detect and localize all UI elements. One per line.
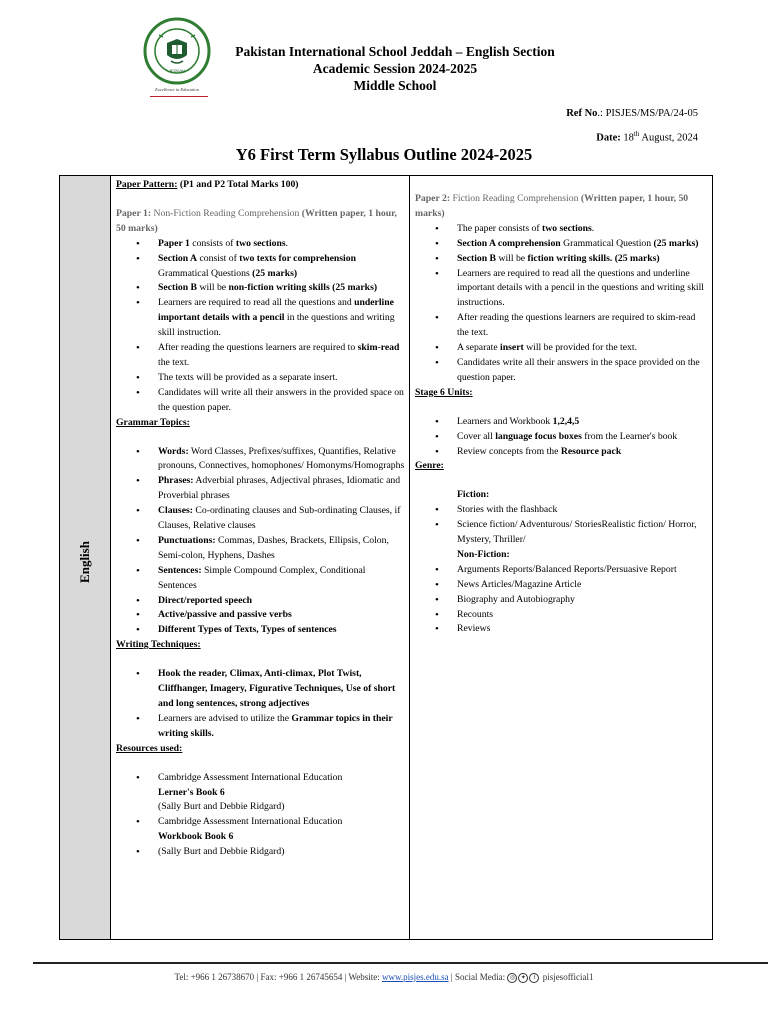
document-date: Date: 18th August, 2024 [596, 130, 698, 144]
list-item: • Learners are required to read all the questions and underline important details with a pencil in the questions and writing skill instruction. [158, 296, 406, 341]
column-divider [409, 176, 410, 939]
list-item: • Direct/reported speech [158, 594, 406, 609]
list-item: • Science fiction/ Adventurous/ StoriesRealistic fiction/ Horror, Mystery, Thriller/ Non-Fiction: [457, 518, 707, 563]
list-item: • The paper consists of two sections. [457, 222, 707, 237]
list-item: • Learners are advised to utilize the Grammar topics in their writing skills. [158, 712, 406, 742]
list-item: • Cambridge Assessment International Education Lerner's Book 6 (Sally Burt and Debbie Ridgard) [158, 771, 406, 816]
footer-fax: | Fax: +966 1 26745654 | Website: [254, 972, 382, 982]
list-item: • Stories with the flashback [457, 503, 707, 518]
resources-heading: Resources used: [116, 742, 183, 754]
fiction-list [415, 503, 707, 563]
list-item: • Section B will be non-fiction writing skills (25 marks) [158, 281, 406, 296]
list-item: • Different Types of Texts, Types of sentences [158, 623, 406, 638]
list-item: • Section A consist of two texts for comprehension Grammatical Questions (25 marks) [158, 252, 406, 282]
twitter-icon[interactable]: ✦ [518, 973, 528, 983]
list-item: • After reading the questions learners are required to skim-read the text. [457, 311, 707, 341]
svg-text:JEDDAH: JEDDAH [168, 68, 186, 73]
units-heading: Stage 6 Units: [415, 386, 473, 398]
list-item: • Review concepts from the Resource pack [457, 445, 707, 460]
list-item: • Hook the reader, Climax, Anti-climax, Plot Twist, Cliffhanger, Imagery, Figurative Techniques, Use of short and long sentences, strong adjectives [158, 667, 406, 712]
list-item: • The texts will be provided as a separate insert. [158, 371, 406, 386]
school-tagline: Excellence in Education [155, 87, 199, 92]
non-fiction-label: Non-Fiction: [457, 548, 510, 560]
list-item: • Paper 1 consists of two sections. [158, 237, 406, 252]
list-item: • After reading the questions learners are required to skim-read the text. [158, 341, 406, 371]
paper-1-list [116, 237, 406, 416]
grammar-heading: Grammar Topics: [116, 416, 190, 428]
list-item: • Biography and Autobiography [457, 593, 707, 608]
school-logo [143, 17, 211, 85]
list-item: • Reviews [457, 622, 707, 637]
list-item: • Active/passive and passive verbs [158, 608, 406, 623]
fiction-label: Fiction: [457, 489, 490, 501]
page-title: Y6 First Term Syllabus Outline 2024-2025 [235, 145, 533, 164]
list-item: • Cambridge Assessment International Education Workbook Book 6 [158, 815, 406, 845]
list-item: • Arguments Reports/Balanced Reports/Persuasive Report [457, 563, 707, 578]
right-column [415, 192, 707, 637]
list-item: • Phrases: Adverbial phrases, Adjectival phrases, Idiomatic and Proverbial phrases [158, 474, 406, 504]
left-column [116, 178, 406, 860]
list-item: • Section A comprehension Grammatical Question (25 marks) [457, 237, 707, 252]
subject-label: English [76, 541, 92, 583]
facebook-icon[interactable]: f [529, 973, 539, 983]
list-item: • A separate insert will be provided for the text. [457, 341, 707, 356]
list-item: • Learners and Workbook 1,2,4,5 [457, 415, 707, 430]
list-item: • Recounts [457, 608, 707, 623]
school-name: Pakistan International School Jeddah – English Section [235, 44, 555, 59]
instagram-icon[interactable]: ◎ [507, 973, 517, 983]
website-link[interactable]: www.pisjes.edu.sa [381, 972, 449, 982]
school-level: Middle School [353, 78, 437, 93]
list-item: • News Articles/Magazine Article [457, 578, 707, 593]
genre-heading: Genre: [415, 460, 444, 472]
writing-heading: Writing Techniques: [116, 639, 201, 651]
units-list [415, 415, 707, 460]
list-item: • Learners are required to read all the questions and underline important details with a pencil in the questions and writing skill instructions. [457, 267, 707, 312]
paper-2-list [415, 222, 707, 386]
list-item: • Punctuations: Commas, Dashes, Brackets, Ellipsis, Colon, Semi-colon, Hyphens, Dashes [158, 534, 406, 564]
non-fiction-list [415, 563, 707, 638]
grammar-list [116, 445, 406, 639]
list-item: • (Sally Burt and Debbie Ridgard) [158, 845, 406, 860]
footer: Tel: +966 1 26738670 | Fax: +966 1 26745654 | Website: www.pisjes.edu.sa | Social Media: ◎ ✦ f pisjesofficial1 [174, 972, 594, 982]
footer-rule [33, 962, 768, 964]
list-item: • Sentences: Simple Compound Complex, Conditional Sentences [158, 564, 406, 594]
list-item: • Words: Word Classes, Prefixes/suffixes, Quantifies, Relative pronouns, Connectives, homophones/ Homonyms/Homographs [158, 445, 406, 475]
list-item: • Candidates write all their answers in the space provided on the question paper. [457, 356, 707, 386]
writing-list [116, 667, 406, 742]
paper-2-heading: Paper 2: Fiction Reading Comprehension (Written paper, 1 hour, 50 marks) [415, 193, 689, 219]
list-item: • Candidates will write all their answers in the provided space on the question paper. [158, 386, 406, 416]
academic-session: Academic Session 2024-2025 [312, 61, 478, 76]
list-item: • Cover all language focus boxes from the Learner's book [457, 430, 707, 445]
reference-number: Ref No.: PISJES/MS/PA/24-05 [566, 108, 698, 119]
list-item: • Clauses: Co-ordinating clauses and Sub-ordinating Clauses, if Clauses, Relative clauses [158, 504, 406, 534]
social-handle: pisjesofficial1 [540, 972, 594, 982]
footer-tel: Tel: +966 1 26738670 [174, 972, 255, 982]
paper-pattern: Paper Pattern: (P1 and P2 Total Marks 100) [116, 179, 299, 190]
column-divider [110, 176, 111, 939]
resources-list [116, 771, 406, 860]
paper-1-heading: Paper 1: Non-Fiction Reading Comprehension (Written paper, 1 hour, 50 marks) [116, 207, 397, 234]
list-item: • Section B will be fiction writing skills. (25 marks) [457, 252, 707, 267]
header-rule [150, 96, 208, 97]
